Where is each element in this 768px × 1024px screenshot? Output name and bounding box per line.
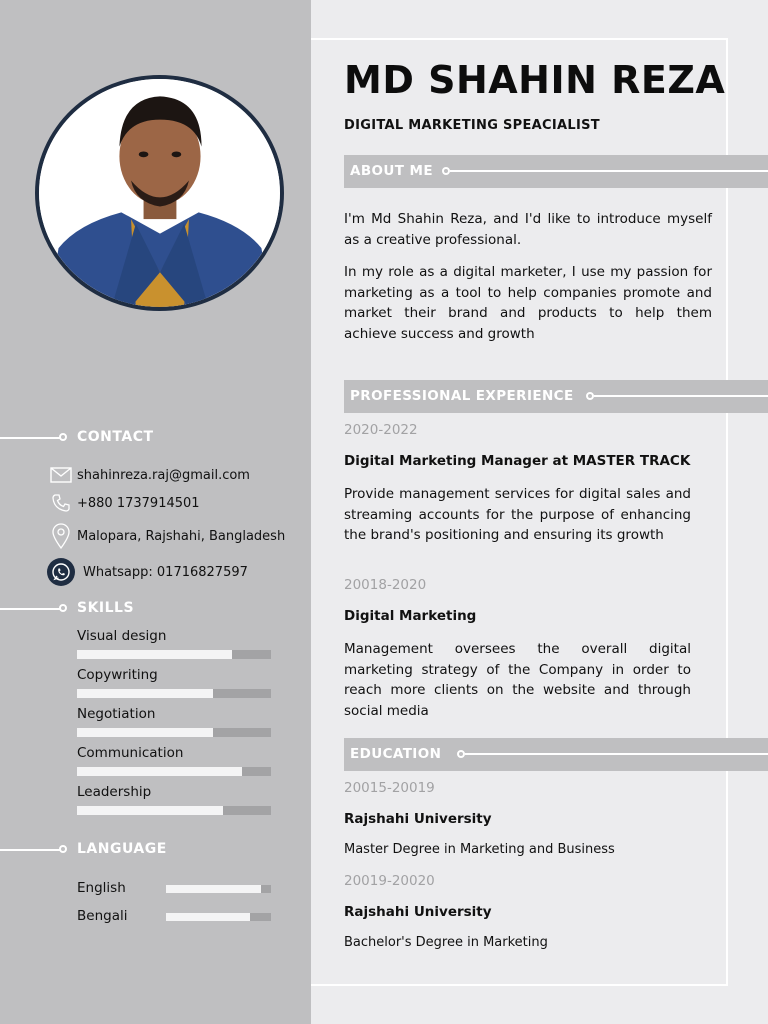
resume-name: MD SHAHIN REZA <box>344 58 726 102</box>
contact-heading-label: CONTACT <box>77 429 154 445</box>
skill-name: Visual design <box>77 628 167 644</box>
skill-level-bar <box>77 806 271 815</box>
envelope-icon <box>48 462 74 488</box>
skill-name: Leadership <box>77 784 152 800</box>
phone-text: +880 1737914501 <box>77 495 200 511</box>
skill-item <box>77 667 271 698</box>
about-heading: ABOUT ME <box>350 163 433 179</box>
language-heading <box>0 840 300 860</box>
skill-level-bar <box>77 650 271 659</box>
language-item <box>77 880 271 898</box>
skill-name: Copywriting <box>77 667 158 683</box>
whatsapp-icon <box>46 557 76 587</box>
experience-title: Digital Marketing <box>344 608 477 624</box>
skill-item <box>77 745 271 776</box>
experience-date: 2020-2022 <box>344 422 418 438</box>
skill-level-fill <box>77 806 223 815</box>
language-heading-label: LANGUAGE <box>77 841 167 857</box>
skill-name: Communication <box>77 745 184 761</box>
profile-photo <box>35 75 284 311</box>
address-text: Malopara, Rajshahi, Bangladesh <box>77 528 286 544</box>
education-date: 20019-20020 <box>344 873 435 889</box>
skill-level-bar <box>77 728 271 737</box>
contact-email[interactable] <box>48 464 308 486</box>
education-section-bar <box>344 738 768 771</box>
contact-phone[interactable] <box>48 492 308 514</box>
experience-section-bar <box>344 380 768 413</box>
skill-level-fill <box>77 689 213 698</box>
experience-description: Management oversees the overall digital marketing strategy of the Company in order to reach more clients on the website and through social media <box>344 641 691 719</box>
experience-date: 20018-2020 <box>344 577 427 593</box>
sidebar <box>0 0 311 1024</box>
skill-level-bar <box>77 767 271 776</box>
about-paragraph-2: In my role as a digital marketer, I use my passion for marketing as a tool to help companies promote and market their brand and products to help them achieve success and growth <box>344 264 712 342</box>
experience-description: Provide management services for digital sales and streaming accounts for the purpose of enhancing the brand's positioning and ensuring its growth <box>344 486 691 543</box>
language-level-bar <box>166 885 271 893</box>
about-section-bar <box>344 155 768 188</box>
skill-name: Negotiation <box>77 706 156 722</box>
experience-heading: PROFESSIONAL EXPERIENCE <box>350 388 574 404</box>
phone-icon <box>48 490 74 516</box>
education-date: 20015-20019 <box>344 780 435 796</box>
language-level-fill <box>166 885 261 893</box>
language-item <box>77 908 271 926</box>
education-degree: Bachelor's Degree in Marketing <box>344 935 548 950</box>
language-name: English <box>77 880 126 896</box>
language-level-fill <box>166 913 250 921</box>
about-paragraph-1: I'm Md Shahin Reza, and I'd like to introduce myself as a creative professional. <box>344 211 712 248</box>
skill-level-fill <box>77 728 213 737</box>
contact-heading <box>0 428 300 448</box>
education-school: Rajshahi University <box>344 811 492 827</box>
person-portrait-icon <box>39 79 280 307</box>
skill-level-bar <box>77 689 271 698</box>
education-degree: Master Degree in Marketing and Business <box>344 842 615 857</box>
skill-item <box>77 628 271 659</box>
skill-item <box>77 784 271 815</box>
skills-heading <box>0 599 300 619</box>
experience-title: Digital Marketing Manager at MASTER TRACK <box>344 453 691 469</box>
skills-heading-label: SKILLS <box>77 600 135 616</box>
email-text: shahinreza.raj@gmail.com <box>77 467 250 483</box>
education-school: Rajshahi University <box>344 904 492 920</box>
language-name: Bengali <box>77 908 128 924</box>
contact-address <box>48 525 308 547</box>
education-heading: EDUCATION <box>350 746 442 762</box>
language-level-bar <box>166 913 271 921</box>
location-pin-icon <box>48 523 74 549</box>
skill-level-fill <box>77 650 232 659</box>
resume-role: DIGITAL MARKETING SPEACIALIST <box>344 118 600 133</box>
contact-whatsapp[interactable] <box>46 561 306 583</box>
skill-item <box>77 706 271 737</box>
skill-level-fill <box>77 767 242 776</box>
whatsapp-text: Whatsapp: 01716827597 <box>83 564 248 580</box>
